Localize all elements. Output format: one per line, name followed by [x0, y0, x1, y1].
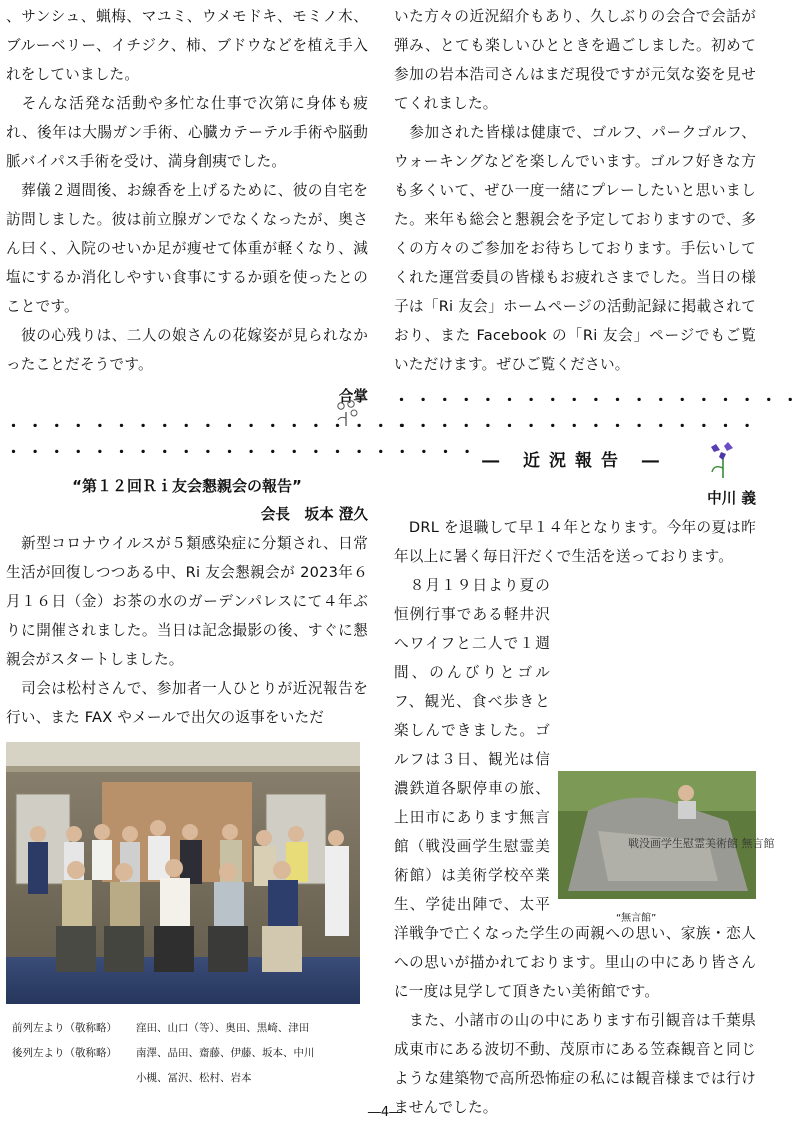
caption-label: 後列左より（敬称略） [12, 1047, 117, 1059]
flower-icon [332, 398, 360, 428]
group-photo [6, 742, 360, 1004]
page-number: ―4― [367, 1105, 403, 1120]
paragraph: 、サンシュ、蝋梅、マユミ、ウメモドキ、モミノ木、ブルーベリー、イチジク、柿、ブドウなどを植え手入れをしていました。 [6, 8, 368, 83]
article-continuation [394, 2, 756, 379]
left-column [6, 0, 482, 1091]
stone-photo [558, 771, 775, 924]
dotted-divider: ・・・・・・・・・・・・・・・・・・・ [394, 391, 804, 409]
caption-names: 南澤、品田、齋藤、伊藤、坂本、中川 [136, 1047, 315, 1059]
paragraph: また、小諸市の山の中にあります布引観音は千葉県成東市にある波切不動、茂原市にある笠森観音と同じような建築物で高所恐怖症の私には観音様までは行けませんでした。 [394, 1012, 756, 1116]
paragraph: 参加された皆様は健康で、ゴルフ、パークゴルフ、ウォーキングなどを楽しんでいます。ゴルフ好きな方も多くいて、ぜひ一度一緒にプレーしたいと思いました。来年も総会と懇親会を予定しておりますので、多くの方々のご参加をお待ちしております。手伝いしてくれた運営委員の皆様もお疲れさまでした。当日の様子は「Ri 友会」ホームページの活動記録に掲載されており、また Facebook の「Ri 友会」ページでもご覧いただけます。ぜひご覧ください。 [394, 124, 756, 373]
obituary-text [6, 2, 368, 379]
caption-names: 小槻、冨沢、松村、岩本 [136, 1072, 252, 1084]
dotted-divider: ・・・・・・・・・・・・・・・・・・・ [6, 417, 417, 435]
photo-caption [12, 1016, 368, 1091]
stone-inscription: 戦没画学生慰霊美術館 無言館 [628, 837, 775, 850]
group-photo-image [6, 742, 360, 1004]
right-column [394, 0, 804, 1122]
paragraph: いた方々の近況紹介もあり、久しぶりの会合で会話が弾み、とても楽しいひとときを過ごしました。初めて参加の岩本浩司さんはまだ現役ですが元気な姿を見せてくれました。 [394, 8, 756, 112]
report-author: 中川 義 [707, 490, 756, 507]
caption-label: 前列左より（敬称略） [12, 1022, 117, 1034]
stone-caption: “無言館” [616, 913, 657, 924]
paragraph: 葬儀２週間後、お線香を上げるために、彼の自宅を訪問しました。彼は前立腺ガンでなくなったが、奥さん曰く、入院のせいか足が痩せて体重が軽くなり、減塩にするか消化しやすい食事にするか頭を使ったとのことです。 [6, 182, 368, 315]
article-text [6, 529, 368, 732]
article-author: 会長 坂本 澄久 [260, 506, 368, 523]
report-text [394, 513, 775, 1122]
paragraph: そんな活発な活動や多忙な仕事で次第に身体も疲れ、後年は大腸ガン手術、心臓カテーテル手術や脳動脈バイパス手術を受け、満身創痍でした。 [6, 95, 368, 170]
bellflower-icon [704, 438, 742, 480]
stone-photo-image [558, 771, 775, 899]
section-heading: ― 近況報告 ― [482, 451, 668, 471]
article-title: “第１２回Ｒｉ友会懇親会の報告” [72, 477, 302, 495]
caption-names: 窪田、山口（等）、奥田、黒崎、津田 [136, 1022, 310, 1034]
paragraph: ８月１９日より夏の恒例行事である軽井沢へワイフと二人で１週間、のんびりとゴルフ、観光、食べ歩きと楽しんできました。ゴルフは３日、観光は信濃鉄道各駅停車の旅、上田市にあります無言館（戦没画学生慰霊美術館）は美術学校卒業生、学徒出陣で、太平洋戦争で亡くなった学生の両親への思い、家族・恋人への思いが描かれております。里山の中にあり皆さんに一度は見学して頂きたい美術館です。 [394, 577, 756, 1000]
paragraph: 新型コロナウイルスが５類感染症に分類され、日常生活が回復しつつある中、Ri 友会懇親会が 2023年６月１６日（金）お茶の水のガーデンパレスにて４年ぶりに開催されました。当日は記念撮影の後、すぐに懇親会がスタートしました。 [6, 535, 368, 668]
dotted-divider: ・・・・・・・・・・・・・・・・・ [394, 417, 762, 435]
dotted-divider: ・・・・・・・・・・・・・・・・・・・・・・ [6, 443, 482, 461]
paragraph: 司会は松村さんで、参加者一人ひとりが近況報告を行い、また FAX やメールで出欠の返事をいただ [6, 680, 368, 726]
caption-spacer [12, 1066, 136, 1091]
paragraph: DRL を退職して早１４年となります。今年の夏は昨年以上に暑く毎日汗だくで生活を送っております。 [394, 519, 756, 565]
paragraph: 彼の心残りは、二人の娘さんの花嫁姿が見られなかったことだそうです。 [6, 327, 368, 373]
signoff: 合掌 [338, 388, 368, 405]
